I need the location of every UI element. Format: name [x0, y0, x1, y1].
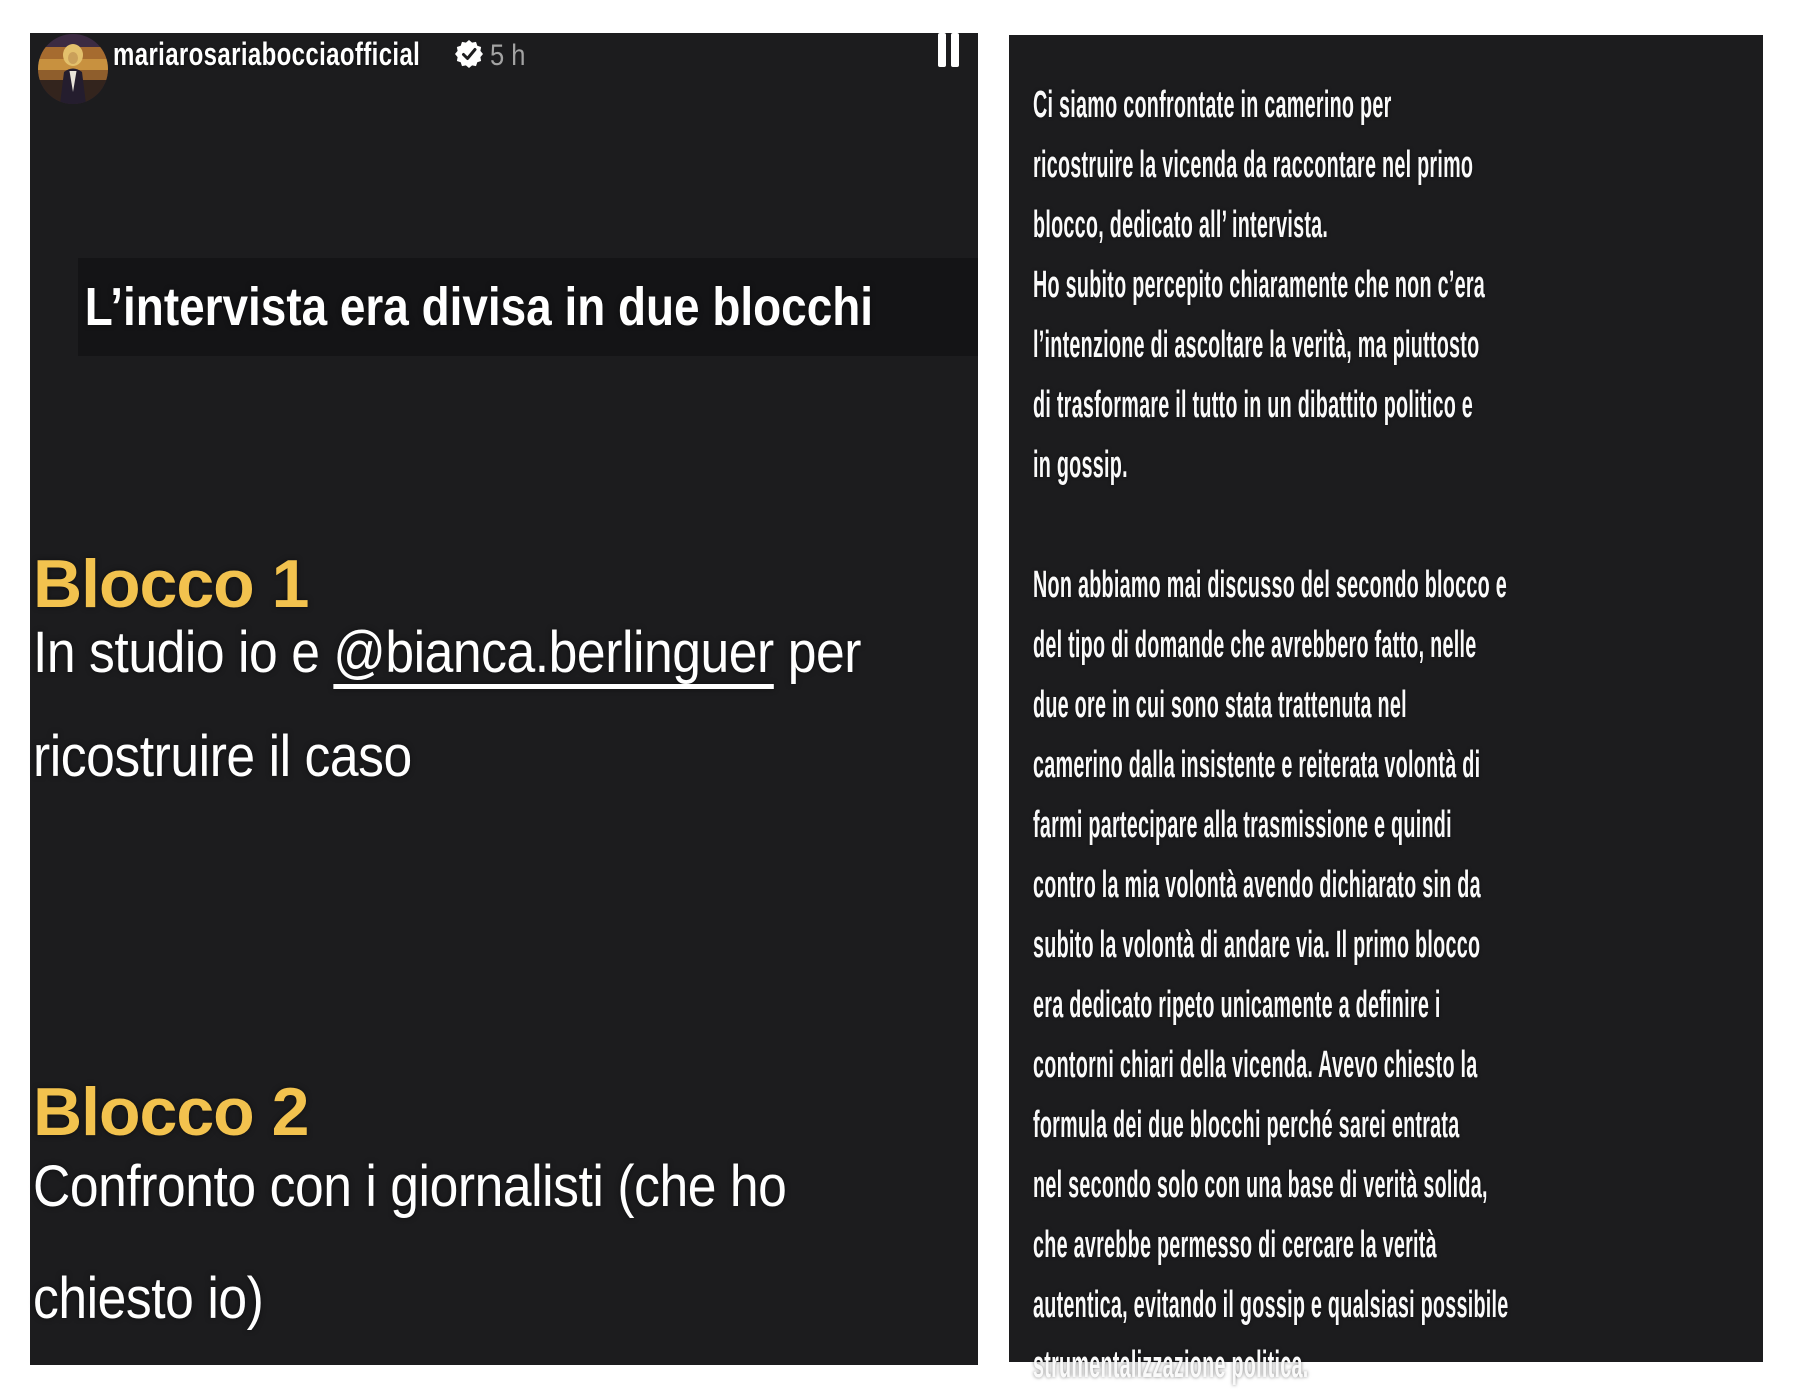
block2-heading: Blocco 2	[33, 1074, 309, 1150]
story-text-line: che avrebbe permesso di cercare la verità	[1033, 1224, 1437, 1266]
right-story-text	[1033, 75, 1743, 1395]
pause-bar	[951, 33, 959, 67]
block2-body	[33, 1131, 1101, 1355]
story-text-line: era dedicato ripeto unicamente a definire i	[1033, 984, 1441, 1026]
story-text-line: del tipo di domande che avrebbero fatto, nelle	[1033, 624, 1477, 666]
block2-line1: Confronto con i giornalisti (che ho	[33, 1154, 787, 1219]
story-text-line: formula dei due blocchi perché sarei entrata	[1033, 1104, 1460, 1146]
profile-photo-icon	[38, 34, 108, 104]
story-text-line: di trasformare il tutto in un dibattito politico e	[1033, 384, 1474, 426]
story-title: L’intervista era divisa in due blocchi	[84, 277, 874, 337]
story-text-line: farmi partecipare alla trasmissione e quindi	[1033, 804, 1452, 846]
story-text-line: autentica, evitando il gossip e qualsiasi possibile	[1033, 1284, 1509, 1326]
story-text-line: Ci siamo confrontate in camerino per	[1033, 84, 1392, 126]
verified-badge-icon	[454, 39, 484, 69]
block2-line2: chiesto io)	[33, 1266, 264, 1331]
left-story-panel[interactable]	[30, 33, 978, 1365]
story-text-line: Non abbiamo mai discusso del secondo blocco e	[1033, 564, 1507, 606]
story-text-line: Ho subito percepito chiaramente che non c’era	[1033, 264, 1486, 306]
block1-heading: Blocco 1	[33, 546, 309, 622]
story-text-line: l’intenzione di ascoltare la verità, ma piuttosto	[1033, 324, 1480, 366]
block1-body	[33, 601, 1101, 809]
story-text-line	[1033, 495, 1743, 555]
story-text-line: ricostruire la vicenda da raccontare nel primo	[1033, 144, 1474, 186]
story-timestamp: 5 h	[490, 39, 526, 72]
title-band	[78, 258, 978, 356]
mention-link[interactable]: @bianca.berlinguer	[333, 620, 774, 685]
block1-line1-pre: In studio io e	[33, 620, 334, 685]
pause-bar	[938, 33, 946, 67]
block1-line2: ricostruire il caso	[33, 724, 412, 789]
story-text-line: due ore in cui sono stata trattenuta nel	[1033, 684, 1407, 726]
story-text-line: blocco, dedicato all’ intervista.	[1033, 204, 1329, 246]
story-text-line: strumentalizzazione politica.	[1033, 1344, 1309, 1386]
story-text-line: subito la volontà di andare via. Il primo blocco	[1033, 924, 1481, 966]
story-text-line: contro la mia volontà avendo dichiarato sin da	[1033, 864, 1481, 906]
story-text-line: contorni chiari della vicenda. Avevo chiesto la	[1033, 1044, 1478, 1086]
avatar[interactable]	[38, 34, 108, 104]
story-text-line: in gossip.	[1033, 444, 1128, 486]
block1-line1	[33, 601, 1101, 705]
right-story-panel[interactable]	[1009, 35, 1763, 1386]
story-text-line: nel secondo solo con una base di verità solida,	[1033, 1164, 1488, 1206]
username[interactable]: mariarosariabocciaofficial	[113, 36, 421, 72]
pause-icon[interactable]	[938, 33, 962, 69]
story-text-line: camerino dalla insistente e reiterata volontà di	[1033, 744, 1481, 786]
block1-line1-post: per	[773, 620, 861, 685]
